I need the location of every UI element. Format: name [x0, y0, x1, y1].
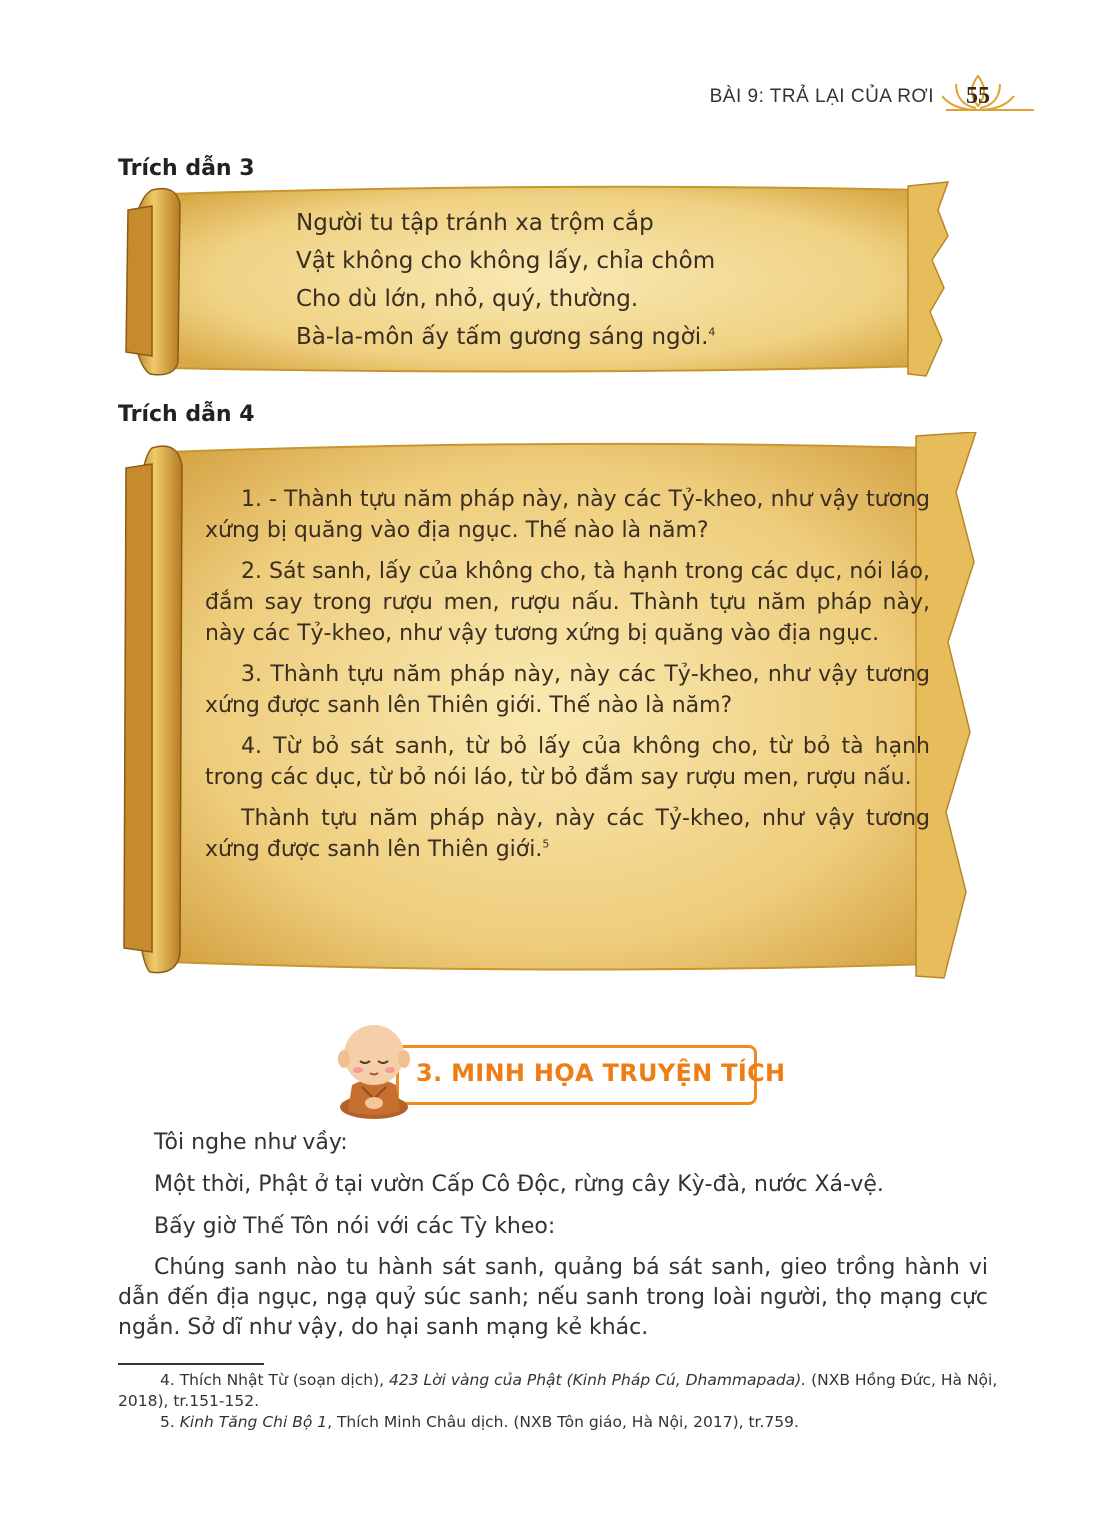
page-number: 55: [966, 83, 990, 109]
quote-paragraph: 2. Sát sanh, lấy của không cho, tà hạnh trong các dục, nói láo, đắm say trong rượu men, rượu nấu. Thành tựu năm pháp này, này các Tỷ-kheo, như vậy tương xứng bị quăng vào địa ngục.: [205, 559, 930, 646]
footnote-5-rest: , Thích Minh Châu dịch. (NXB Tôn giáo, Hà Nội, 2017), tr.759.: [327, 1413, 799, 1431]
story-paragraph: [118, 1253, 988, 1343]
footnote-divider: [118, 1363, 264, 1365]
footnote-4-lead: 4. Thích Nhật Từ (soạn dịch),: [160, 1371, 389, 1389]
quote-paragraph: 1. - Thành tựu năm pháp này, này các Tỷ-kheo, như vậy tương xứng bị quăng vào địa ngục. Thế nào là năm?: [205, 487, 930, 543]
footnote-5-title: Kinh Tăng Chi Bộ 1: [179, 1413, 328, 1431]
footnote-4: [118, 1370, 998, 1412]
verse-line-text: Bà-la-môn ấy tấm gương sáng ngời.: [296, 324, 709, 350]
story-line: Một thời, Phật ở tại vườn Cấp Cô Độc, rừng cây Kỳ-đà, nước Xá-vệ.: [154, 1172, 884, 1197]
quote-4-heading: Trích dẫn 4: [118, 402, 255, 427]
quote-paragraph: 4. Từ bỏ sát sanh, từ bỏ lấy của không cho, từ bỏ tà hạnh trong các dục, từ bỏ nói láo, từ bỏ đắm say rượu men, rượu nấu.: [205, 734, 930, 790]
running-header: [710, 70, 1036, 120]
quote-4-body: [205, 484, 930, 875]
page-number-ornament: [942, 70, 1036, 120]
story-opening: [118, 1128, 988, 1242]
quote-paragraph: [205, 803, 930, 865]
section-title: 3. MINH HỌA TRUYỆN TÍCH: [416, 1059, 786, 1087]
footnote-5-lead: 5.: [160, 1413, 180, 1431]
monk-mascot-icon: [330, 1015, 420, 1125]
verse-line: [296, 318, 715, 356]
lesson-title: BÀI 9: TRẢ LẠI CỦA RƠI: [709, 86, 934, 107]
footnote-4-rest: (NXB Hồng Đức, Hà Nội, 2018), tr.151-152.: [118, 1371, 998, 1410]
verse-line: Cho dù lớn, nhỏ, quý, thường.: [296, 286, 639, 312]
footnote-ref-5[interactable]: 5: [542, 837, 550, 851]
verse-line: Vật không cho không lấy, chỉa chôm: [296, 248, 716, 274]
quote-3-verse: [296, 204, 715, 356]
footnote-5: [118, 1412, 998, 1433]
quote-paragraph-text: Thành tựu năm pháp này, này các Tỷ-kheo, như vậy tương xứng được sanh lên Thiên giới.: [205, 806, 930, 862]
story-line: Bấy giờ Thế Tôn nói với các Tỳ kheo:: [154, 1214, 556, 1239]
footnote-ref-4[interactable]: 4: [708, 325, 716, 339]
story-line: Tôi nghe như vầy:: [154, 1130, 348, 1155]
quote-paragraph: 3. Thành tựu năm pháp này, này các Tỷ-kheo, như vậy tương xứng được sanh lên Thiên giới. Thế nào là năm?: [205, 662, 930, 718]
section-heading-badge: [330, 1015, 786, 1125]
story-paragraph-text: Chúng sanh nào tu hành sát sanh, quảng bá sát sanh, gieo trồng hành vi dẫn đến địa ngục, ngạ quỷ súc sanh; nếu sanh trong loài người, thọ mạng cực ngắn. Sở dĩ như vậy, do hại sanh mạng kẻ khác.: [118, 1255, 988, 1340]
footnotes: [118, 1370, 998, 1433]
quote-3-heading: Trích dẫn 3: [118, 156, 255, 181]
verse-line: Người tu tập tránh xa trộm cắp: [296, 210, 654, 236]
footnote-4-title: 423 Lời vàng của Phật (Kinh Pháp Cú, Dhammapada).: [388, 1371, 807, 1389]
